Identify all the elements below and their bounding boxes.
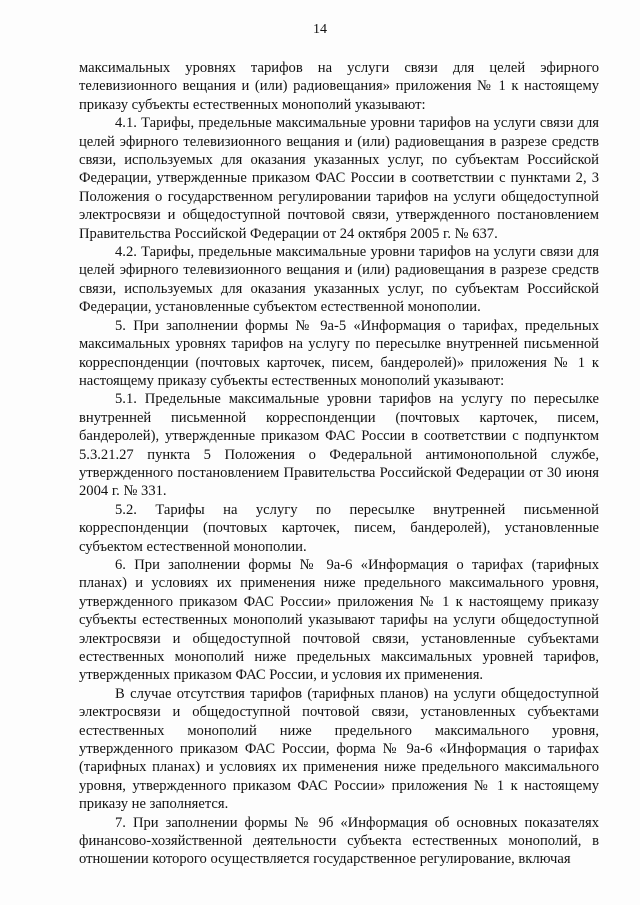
paragraph-5-1: 5.1. Предельные максимальные уровни тарифов на услугу по пересылке внутренней письменной корреспонденции (почтовых карточек, писем, бандеролей), утвержденные приказом ФАС России в соответствии с подпунктом 5.3.21.27 пункта 5 Положения о Федеральной антимонопольной службе, утвержденного постановлением Правительства Российской Федерации от 30 июня 2004 г. № 331. — [79, 391, 599, 500]
paragraph-7: 7. При заполнении формы № 9б «Информация об основных показателях финансово-хозяйственной деятельности субъекта естественных монополий, в отношении которого осуществляется государственное регулирование, включая — [79, 814, 599, 868]
paragraph-4-2: 4.2. Тарифы, предельные максимальные уровни тарифов на услуги связи для целей эфирного телевизионного вещания и (или) радиовещания в разрезе средств связи, используемых для оказания указанных услуг, по субъектам Российской Федерации, установленные субъектом естественной монополии. — [79, 244, 599, 316]
paragraph-6-note: В случае отсутствия тарифов (тарифных планов) на услуги общедоступной электросвязи и общедоступной почтовой связи, установленных субъектами естественных монополий ниже предельного максимального уровня, утвержденного приказом ФАС России, форма № 9а-6 «Информация о тарифах (тарифных планах) и условиях их применения ниже предельного максимального уровня, утвержденного приказом ФАС России» приложения № 1 к настоящему приказу не заполняется. — [79, 685, 599, 813]
document-body — [79, 59, 599, 869]
page-number: 14 — [313, 22, 327, 37]
paragraph-5-2: 5.2. Тарифы на услугу по пересылке внутренней письменной корреспонденции (почтовых карточек, писем, бандеролей), установленные субъектом естественной монополии. — [79, 501, 599, 555]
paragraph-4-1: 4.1. Тарифы, предельные максимальные уровни тарифов на услуги связи для целей эфирного телевизионного вещания и (или) радиовещания в разрезе средств связи, используемых для оказания указанных услуг, по субъектам Российской Федерации, утвержденные приказом ФАС России в соответствии с пунктами 2, 3 Положения о государственном регулировании тарифов на услуги общедоступной электросвязи и общедоступной почтовой связи, утвержденного постановлением Правительства Российской Федерации от 24 октября 2005 г. № 637. — [79, 115, 599, 242]
paragraph-5: 5. При заполнении формы № 9а-5 «Информация о тарифах, предельных максимальных уровнях тарифов на услугу по пересылке внутренней письменной корреспонденции (почтовых карточек, писем, бандеролей)» приложения № 1 к настоящему приказу субъекты естественных монополий указывают: — [79, 317, 599, 389]
paragraph-continuation: максимальных уровнях тарифов на услуги связи для целей эфирного телевизионного вещания и (или) радиовещания» приложения № 1 к настоящему приказу субъекты естественных монополий указывают: — [79, 60, 599, 113]
paragraph-6: 6. При заполнении формы № 9а-6 «Информация о тарифах (тарифных планах) и условиях их применения ниже предельного максимального уровня, утвержденного приказом ФАС России» приложения № 1 к настоящему приказу субъекты естественных монополий указывают тарифы на услуги общедоступной электросвязи и общедоступной почтовой связи, установленные субъектами естественных монополий ниже предельных максимальных уровней тарифов, утвержденных приказом ФАС России, и условия их применения. — [79, 556, 599, 684]
